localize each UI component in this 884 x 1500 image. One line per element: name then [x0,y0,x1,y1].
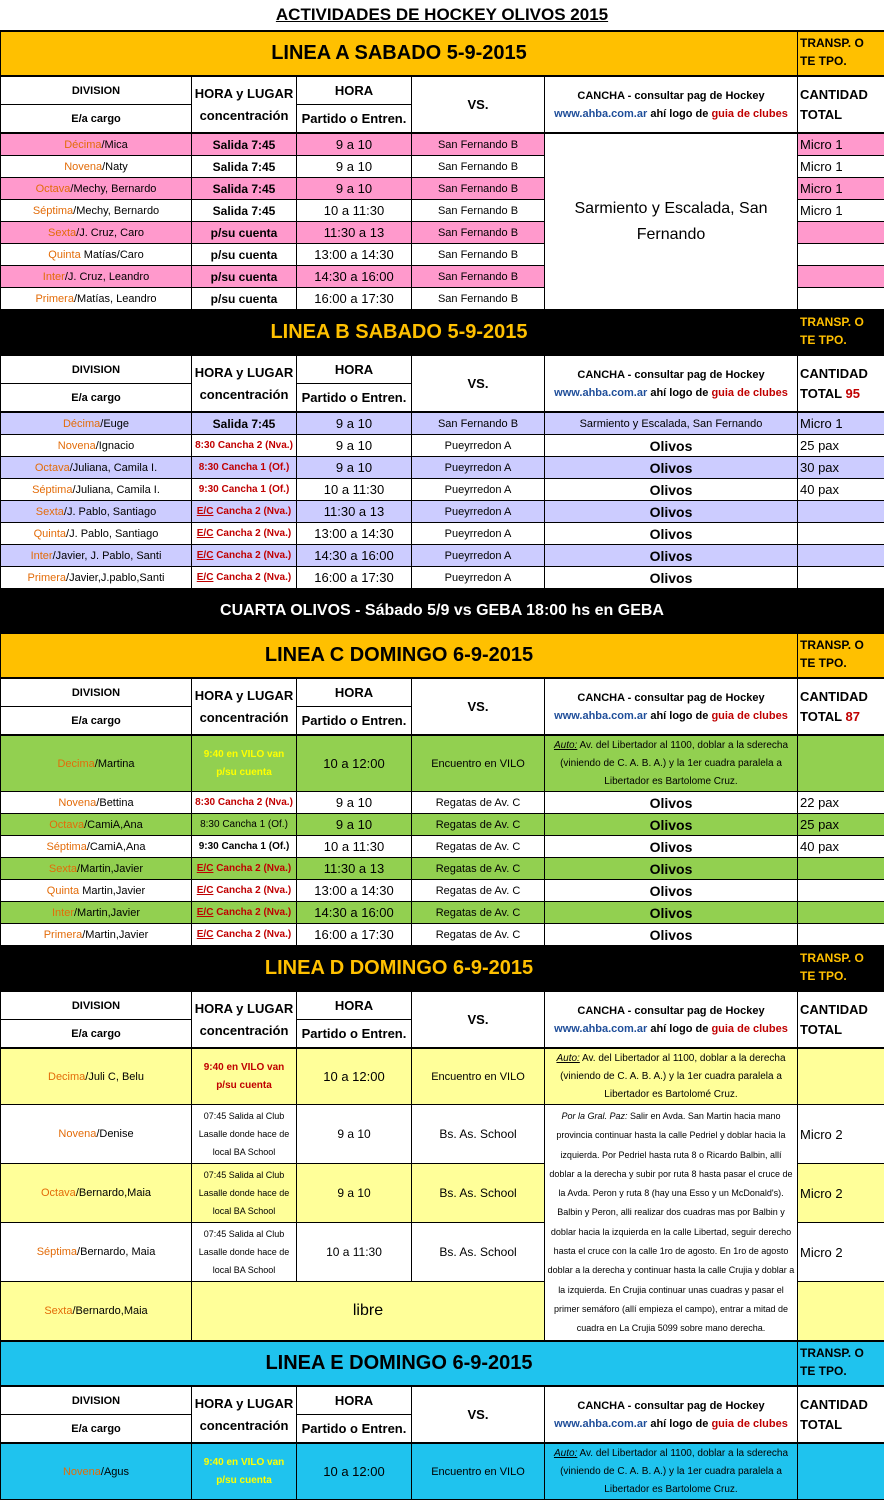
linea-a-table [0,133,884,310]
division-cell: Novena/Bettina [1,792,192,814]
division-cell: Octava/Mechy, Bernardo [1,178,192,200]
division-cell: Novena/Agus [1,1444,192,1500]
cantidad-cell: Micro 2 [798,1164,884,1223]
ahba-link[interactable]: www.ahba.com.ar [554,710,647,722]
division-cell: Quinta/J. Pablo, Santiago [1,523,192,545]
cantidad-cell [798,288,884,310]
linea-b-col-header [0,355,884,412]
linea-b-table [0,412,884,589]
linea-e-transp-label: TRANSP. O TE TPO. [798,1342,884,1386]
vs-cell: Regatas de Av. C [412,858,545,880]
cantidad-cell [798,902,884,924]
vs-cell: Pueyrredon A [412,545,545,567]
division-cell: Séptima/Bernardo, Maia [1,1223,192,1282]
division-cell: Décima/Mica [1,134,192,156]
linea-e-col-header [0,1386,884,1443]
cantidad-cell [798,880,884,902]
table-row [1,736,884,792]
vs-cell: San Fernando B [412,134,545,156]
hora-cell: 11:30 a 13 [297,858,412,880]
table-row [1,501,884,523]
division-cell: Inter/Martin,Javier [1,902,192,924]
division-cell: Sexta/Martin,Javier [1,858,192,880]
hora-cell: 9 a 10 [297,178,412,200]
vs-cell: Regatas de Av. C [412,836,545,858]
hora-cell: 9 a 10 [297,156,412,178]
a-cargo-header: E/a cargo [1,384,192,412]
concentracion-cell: Salida 7:45 [192,178,297,200]
linea-b-header [0,310,884,355]
table-row [1,479,884,501]
table-row [1,457,884,479]
cancha-header: CANCHA - consultar pag de Hockey www.ahba.com.ar ahí logo de guia de clubes [545,679,798,735]
hora-cell: 9 a 10 [297,1105,412,1164]
vs-cell: San Fernando B [412,156,545,178]
hora-cell: 10 a 12:00 [297,736,412,792]
division-cell: Séptima/Mechy, Bernardo [1,200,192,222]
cancha-header: CANCHA - consultar pag de Hockey www.ahba.com.ar ahí logo de guia de clubes [545,77,798,133]
hora-cell: 13:00 a 14:30 [297,523,412,545]
cancha-cell: Olivos [545,880,798,902]
hora-lugar-header: HORA y LUGAR concentración [192,1387,297,1443]
concentracion-cell: E/C Cancha 2 (Nva.) [192,545,297,567]
partido-header: Partido o Entren. [297,384,412,412]
a-cargo-header: E/a cargo [1,1020,192,1048]
cantidad-cell [798,1444,884,1500]
vs-header: VS. [412,992,545,1048]
hora-cell: 13:00 a 14:30 [297,244,412,266]
hora-cell: 14:30 a 16:00 [297,902,412,924]
hora-cell: 9 a 10 [297,814,412,836]
division-cell: Sexta/J. Pablo, Santiago [1,501,192,523]
vs-cell: Pueyrredon A [412,435,545,457]
division-cell: Novena/Ignacio [1,435,192,457]
concentracion-cell: 07:45 Salida al Club Lasalle donde hace de local BA School [192,1164,297,1223]
cancha-cell: Olivos [545,924,798,946]
division-cell: Décima/Euge [1,413,192,435]
ahba-link[interactable]: www.ahba.com.ar [554,387,647,399]
vs-cell: Bs. As. School [412,1105,545,1164]
route-directions: Por la Gral. Paz: Salir en Avda. San Martin hacia mano provincia continuar hasta la calle Pedriel y doblar hacia la izquierda. Por Pedriel hasta ruta 8 o Ricardo Balbin, allí doblar a la derecha y subir por ruta 8 hasta pasar el cruce de la Avda. Peron y ruta 8 (hay una Esso y un McDonald's). Balbin y Peron, alli realizar dos cuadras mas por Balbin y doblar hacia la izquierda en la calle Libertad, seguir derecho hasta el cruce con la calle 1ro de agosto. En 1ro de agosto doblar a la derecha y continuar hasta la calle Crujia y doblar a la izquierda. En Crujia continuar unas cuadras y pasar el primer semáforo (allí empieza el campo), entrar a mitad de cuadra en La Crujia 5099 sobre mano derecha. [545,1105,798,1341]
concentracion-cell: E/C Cancha 2 (Nva.) [192,567,297,589]
partido-header: Partido o Entren. [297,1020,412,1048]
schedule-content [0,31,884,1500]
linea-a-header [0,31,884,76]
a-cargo-header: E/a cargo [1,707,192,735]
table-row [1,523,884,545]
division-cell: Quinta Martin,Javier [1,880,192,902]
cantidad-cell: Micro 1 [798,134,884,156]
vs-cell: Pueyrredon A [412,567,545,589]
concentracion-cell: p/su cuenta [192,266,297,288]
division-cell: Inter/J. Cruz, Leandro [1,266,192,288]
cantidad-cell [798,222,884,244]
hora-header: HORA [297,1387,412,1415]
libre-cell: libre [192,1282,545,1341]
division-cell: Primera/Javier,J.pablo,Santi [1,567,192,589]
division-cell: Octava/Bernardo,Maia [1,1164,192,1223]
concentracion-cell: 07:45 Salida al Club Lasalle donde hace de local BA School [192,1105,297,1164]
cantidad-header: CANTIDAD TOTAL [798,992,884,1048]
vs-cell: Encuentro en VILO [412,736,545,792]
hora-header: HORA [297,356,412,384]
cancha-cell: Olivos [545,567,798,589]
table-row [1,814,884,836]
cancha-header: CANCHA - consultar pag de Hockey www.ahba.com.ar ahí logo de guia de clubes [545,1387,798,1443]
cancha-cell: Olivos [545,501,798,523]
hora-cell: 9 a 10 [297,413,412,435]
division-cell: Sexta/J. Cruz, Caro [1,222,192,244]
division-header: DIVISION [1,679,192,707]
vs-cell: Pueyrredon A [412,523,545,545]
cantidad-cell [798,501,884,523]
vs-cell: Regatas de Av. C [412,792,545,814]
hora-cell: 9 a 10 [297,435,412,457]
vs-cell: Encuentro en VILO [412,1444,545,1500]
division-cell: Séptima/Juliana, Camila I. [1,479,192,501]
cancha-cell: Olivos [545,858,798,880]
vs-cell: San Fernando B [412,222,545,244]
vs-cell: San Fernando B [412,178,545,200]
division-cell: Novena/Denise [1,1105,192,1164]
hora-header: HORA [297,679,412,707]
division-cell: Decima/Martina [1,736,192,792]
vs-cell: Pueyrredon A [412,501,545,523]
table-row [1,567,884,589]
concentracion-cell: 9:40 en VILO van p/su cuenta [192,736,297,792]
table-row [1,880,884,902]
cancha-cell: Auto: Av. del Libertador al 1100, doblar a la sderecha (viniendo de C. A. B. A.) y la 1er cuadra paralela a Libertador es Bartolome Cruz. [545,1444,798,1500]
concentracion-cell: p/su cuenta [192,288,297,310]
hora-cell: 10 a 11:30 [297,479,412,501]
cantidad-cell: Micro 1 [798,200,884,222]
concentracion-cell: 9:30 Cancha 1 (Of.) [192,479,297,501]
vs-cell: Bs. As. School [412,1223,545,1282]
concentracion-cell: E/C Cancha 2 (Nva.) [192,858,297,880]
division-cell: Quinta Matías/Caro [1,244,192,266]
cantidad-header: CANTIDAD TOTAL [798,77,884,133]
cancha-cell: Olivos [545,457,798,479]
division-cell: Séptima/CamiA,Ana [1,836,192,858]
cantidad-header: CANTIDAD TOTAL 87 [798,679,884,735]
cantidad-cell [798,523,884,545]
cancha-cell: Sarmiento y Escalada, San Fernando [545,413,798,435]
linea-e-title: LINEA E DOMINGO 6-9-2015 [1,1342,798,1386]
partido-header: Partido o Entren. [297,707,412,735]
cantidad-cell [798,1049,884,1105]
hora-cell: 9 a 10 [297,457,412,479]
concentracion-cell: Salida 7:45 [192,134,297,156]
cancha-cell: Olivos [545,792,798,814]
linea-a-title: LINEA A SABADO 5-9-2015 [1,32,798,76]
hora-cell: 16:00 a 17:30 [297,288,412,310]
division-cell: Decima/Juli C, Belu [1,1049,192,1105]
cantidad-cell: Micro 2 [798,1223,884,1282]
table-row [1,413,884,435]
vs-cell: San Fernando B [412,413,545,435]
linea-d-title: LINEA D DOMINGO 6-9-2015 [1,947,798,991]
hora-cell: 9 a 10 [297,134,412,156]
linea-e-header [0,1341,884,1386]
cantidad-cell [798,244,884,266]
linea-c-table [0,735,884,946]
vs-cell: Regatas de Av. C [412,924,545,946]
hora-cell: 10 a 11:30 [297,1223,412,1282]
linea-d-col-header [0,991,884,1048]
concentracion-cell: p/su cuenta [192,222,297,244]
cantidad-cell [798,266,884,288]
division-header: DIVISION [1,356,192,384]
page-title: ACTIVIDADES DE HOCKEY OLIVOS 2015 [0,0,884,31]
cantidad-cell [798,924,884,946]
partido-header: Partido o Entren. [297,1415,412,1443]
concentracion-cell: 9:30 Cancha 1 (Of.) [192,836,297,858]
cantidad-cell [798,1282,884,1341]
vs-cell: San Fernando B [412,200,545,222]
division-cell: Novena/Naty [1,156,192,178]
division-cell: Octava/Juliana, Camila I. [1,457,192,479]
cantidad-cell: 40 pax [798,836,884,858]
vs-header: VS. [412,77,545,133]
concentracion-cell: E/C Cancha 2 (Nva.) [192,880,297,902]
table-row [1,545,884,567]
vs-cell: Regatas de Av. C [412,880,545,902]
table-row [1,435,884,457]
table-row [1,792,884,814]
linea-a-transp-label: TRANSP. O TE TPO. [798,32,884,76]
vs-cell: San Fernando B [412,288,545,310]
cantidad-cell [798,736,884,792]
linea-e-table [0,1443,884,1500]
vs-cell: Pueyrredon A [412,479,545,501]
concentracion-cell: E/C Cancha 2 (Nva.) [192,501,297,523]
cuarta-banner: CUARTA OLIVOS - Sábado 5/9 vs GEBA 18:00 hs en GEBA [0,589,884,633]
division-cell: Inter/Javier, J. Pablo, Santi [1,545,192,567]
cancha-cell: Olivos [545,814,798,836]
cancha-cell: Olivos [545,523,798,545]
cancha-cell: Sarmiento y Escalada, San Fernando [545,134,798,310]
vs-header: VS. [412,679,545,735]
linea-d-transp-label: TRANSP. O TE TPO. [798,947,884,991]
cantidad-cell: 25 pax [798,435,884,457]
hora-lugar-header: HORA y LUGAR concentración [192,77,297,133]
vs-cell: Regatas de Av. C [412,814,545,836]
concentracion-cell: 9:40 en VILO van p/su cuenta [192,1049,297,1105]
hora-lugar-header: HORA y LUGAR concentración [192,356,297,412]
division-cell: Octava/CamiA,Ana [1,814,192,836]
hora-cell: 9 a 10 [297,1164,412,1223]
concentracion-cell: 8:30 Cancha 1 (Of.) [192,457,297,479]
cantidad-cell: 40 pax [798,479,884,501]
cancha-cell: Olivos [545,545,798,567]
hora-lugar-header: HORA y LUGAR concentración [192,679,297,735]
cantidad-total: 95 [846,386,860,401]
table-row [1,1049,884,1105]
linea-b-transp-label: TRANSP. O TE TPO. [798,311,884,355]
cancha-cell: Olivos [545,836,798,858]
table-row [1,1444,884,1500]
a-cargo-header: E/a cargo [1,1415,192,1443]
table-row [1,134,884,156]
cantidad-header: CANTIDAD TOTAL 95 [798,356,884,412]
hora-cell: 10 a 11:30 [297,200,412,222]
hora-cell: 14:30 a 16:00 [297,266,412,288]
cantidad-cell: 30 pax [798,457,884,479]
concentracion-cell: 07:45 Salida al Club Lasalle donde hace de local BA School [192,1223,297,1282]
concentracion-cell: Salida 7:45 [192,156,297,178]
division-header: DIVISION [1,77,192,105]
cancha-cell: Auto: Av. del Libertador al 1100, doblar a la sderecha (viniendo de C. A. B. A.) y la 1er cuadra paralela a Libertador es Bartolome Cruz. [545,736,798,792]
cancha-header: CANCHA - consultar pag de Hockey www.ahba.com.ar ahí logo de guia de clubes [545,992,798,1048]
ahba-link[interactable]: www.ahba.com.ar [554,108,647,120]
partido-header: Partido o Entren. [297,105,412,133]
cancha-cell: Olivos [545,435,798,457]
linea-b-title: LINEA B SABADO 5-9-2015 [1,311,798,355]
concentracion-cell: E/C Cancha 2 (Nva.) [192,902,297,924]
linea-a-col-header [0,76,884,133]
table-row [1,902,884,924]
concentracion-cell: 9:40 en VILO van p/su cuenta [192,1444,297,1500]
cantidad-total: 87 [846,709,860,724]
hora-cell: 10 a 12:00 [297,1444,412,1500]
table-row [1,836,884,858]
division-header: DIVISION [1,1387,192,1415]
vs-header: VS. [412,1387,545,1443]
ahba-link[interactable]: www.ahba.com.ar [554,1023,647,1035]
table-row [1,858,884,880]
hora-header: HORA [297,77,412,105]
linea-d-table [0,1048,884,1341]
cancha-header: CANCHA - consultar pag de Hockey www.ahba.com.ar ahí logo de guia de clubes [545,356,798,412]
vs-header: VS. [412,356,545,412]
concentracion-cell: 8:30 Cancha 2 (Nva.) [192,792,297,814]
linea-c-title: LINEA C DOMINGO 6-9-2015 [1,634,798,678]
concentracion-cell: 8:30 Cancha 1 (Of.) [192,814,297,836]
concentracion-cell: E/C Cancha 2 (Nva.) [192,523,297,545]
vs-cell: Regatas de Av. C [412,902,545,924]
linea-c-transp-label: TRANSP. O TE TPO. [798,634,884,678]
cantidad-cell: 25 pax [798,814,884,836]
hora-cell: 14:30 a 16:00 [297,545,412,567]
cancha-cell: Olivos [545,902,798,924]
cantidad-cell [798,545,884,567]
cantidad-cell [798,858,884,880]
hora-cell: 10 a 11:30 [297,836,412,858]
concentracion-cell: E/C Cancha 2 (Nva.) [192,924,297,946]
hora-cell: 11:30 a 13 [297,222,412,244]
division-cell: Primera/Matías, Leandro [1,288,192,310]
linea-d-header [0,946,884,991]
cancha-cell: Auto: Av. del Libertador al 1100, doblar a la derecha (viniendo de C. A. B. A.) y la 1er cuadra paralela a Libertador es Bartolomé Cruz. [545,1049,798,1105]
vs-cell: Bs. As. School [412,1164,545,1223]
vs-cell: San Fernando B [412,266,545,288]
linea-c-header [0,633,884,678]
cantidad-cell: Micro 1 [798,413,884,435]
cantidad-cell: Micro 1 [798,178,884,200]
linea-c-col-header [0,678,884,735]
concentracion-cell: Salida 7:45 [192,413,297,435]
hora-cell: 11:30 a 13 [297,501,412,523]
hora-cell: 16:00 a 17:30 [297,567,412,589]
concentracion-cell: Salida 7:45 [192,200,297,222]
table-row [1,1105,884,1164]
cantidad-cell: Micro 2 [798,1105,884,1164]
table-row [1,924,884,946]
hora-cell: 10 a 12:00 [297,1049,412,1105]
concentracion-cell: 8:30 Cancha 2 (Nva.) [192,435,297,457]
division-cell: Primera/Martin,Javier [1,924,192,946]
division-cell: Sexta/Bernardo,Maia [1,1282,192,1341]
cantidad-cell: 22 pax [798,792,884,814]
a-cargo-header: E/a cargo [1,105,192,133]
vs-cell: Encuentro en VILO [412,1049,545,1105]
hora-cell: 9 a 10 [297,792,412,814]
cancha-cell: Olivos [545,479,798,501]
cantidad-cell: Micro 1 [798,156,884,178]
vs-cell: San Fernando B [412,244,545,266]
hora-cell: 13:00 a 14:30 [297,880,412,902]
cantidad-cell [798,567,884,589]
cantidad-header: CANTIDAD TOTAL [798,1387,884,1443]
vs-cell: Pueyrredon A [412,457,545,479]
hora-cell: 16:00 a 17:30 [297,924,412,946]
hora-lugar-header: HORA y LUGAR concentración [192,992,297,1048]
division-header: DIVISION [1,992,192,1020]
hora-header: HORA [297,992,412,1020]
ahba-link[interactable]: www.ahba.com.ar [554,1418,647,1430]
concentracion-cell: p/su cuenta [192,244,297,266]
